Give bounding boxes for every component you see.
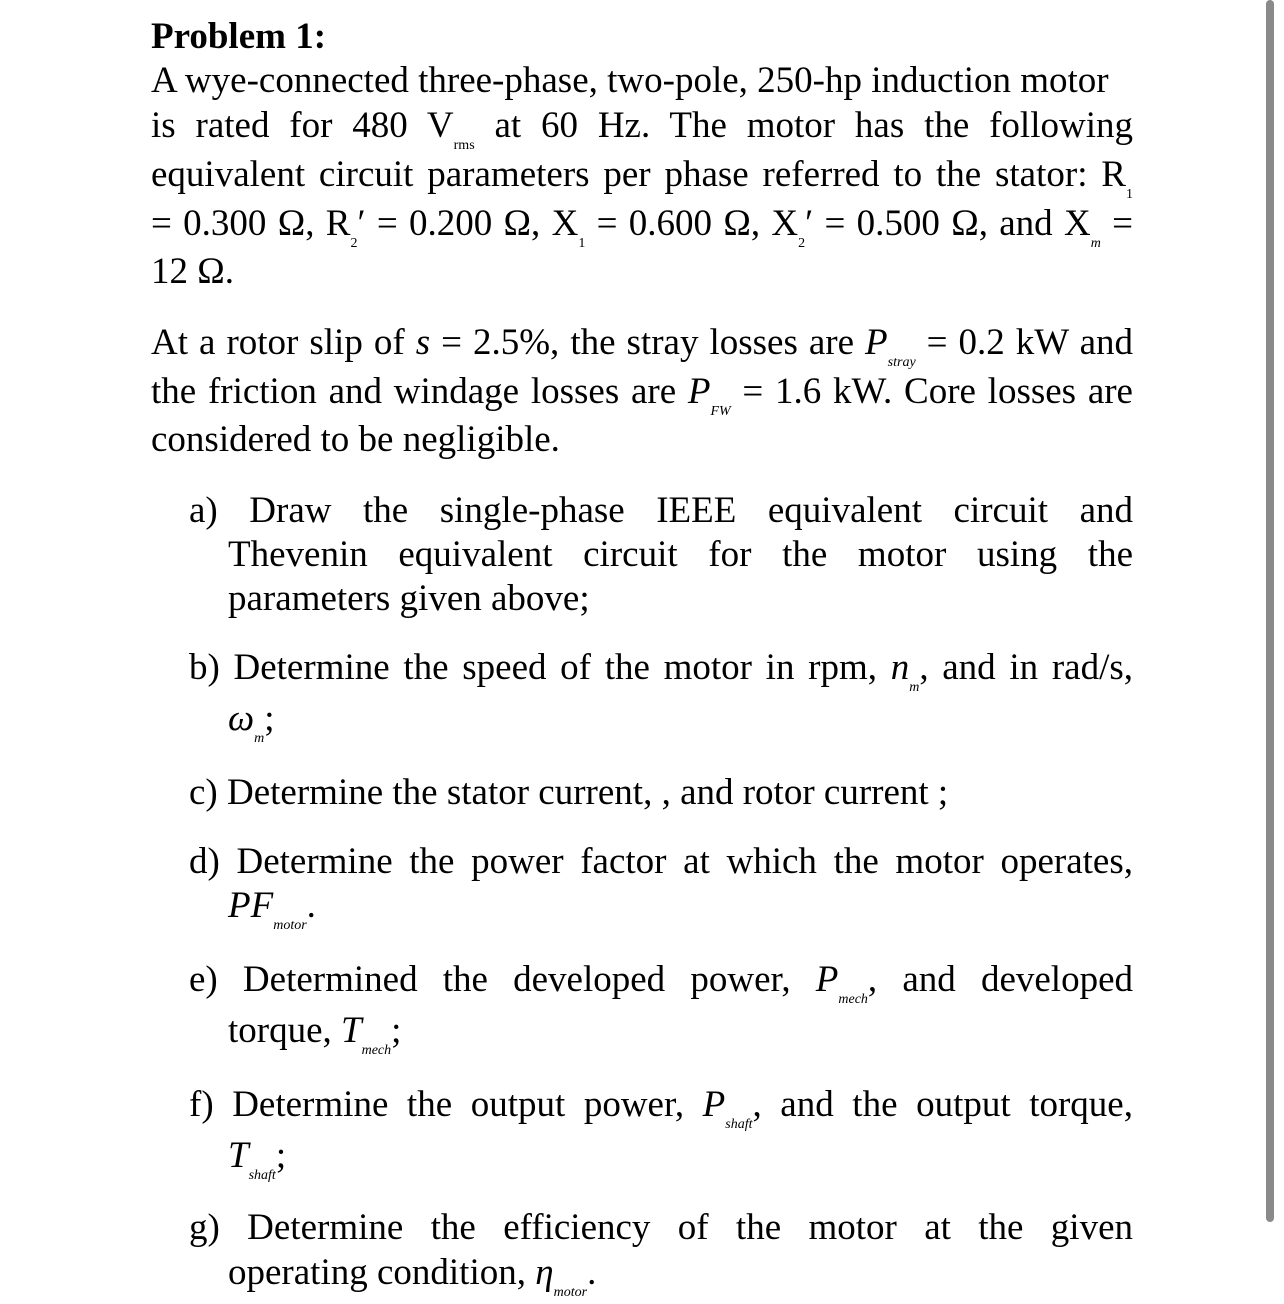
intro-line-1: A wye-connected three-phase, two-pole, 250-hp induction motor <box>151 60 1109 101</box>
para2-line-1: At a rotor slip of s = 2.5%, the stray losses are Pstray = 0.2 kW and <box>151 322 1133 370</box>
item-d-line-1: d) Determine the power factor at which the motor operates, <box>189 841 1133 882</box>
item-a-line-2: Thevenin equivalent circuit for the motor using the <box>228 534 1133 575</box>
item-a-line-3: parameters given above; <box>228 578 590 619</box>
item-d-line-2: PFmotor. <box>228 885 316 933</box>
item-e-line-1: e) Determined the developed power, Pmech, and developed <box>189 959 1133 1007</box>
item-e-line-2: torque, Tmech; <box>228 1010 402 1058</box>
item-b-line-2: ωm; <box>228 698 275 746</box>
item-f-line-1: f) Determine the output power, Pshaft, and the output torque, <box>189 1084 1133 1132</box>
item-b-line-1: b) Determine the speed of the motor in rpm, nm, and in rad/s, <box>189 647 1134 695</box>
intro-line-5: 12 Ω. <box>151 251 234 292</box>
para2-line-2: the friction and windage losses are PFW = 1.6 kW. Core losses are <box>151 371 1133 419</box>
item-a-line-1: a) Draw the single-phase IEEE equivalent circuit and <box>189 490 1133 531</box>
vertical-scrollbar[interactable] <box>1266 0 1274 1222</box>
item-g-line-2: operating condition, ηmotor. <box>228 1252 597 1300</box>
intro-line-4: = 0.300 Ω, R2′ = 0.200 Ω, X1 = 0.600 Ω, X2′ = 0.500 Ω, and Xm = <box>151 203 1134 251</box>
item-f-line-2: Tshaft; <box>228 1135 287 1183</box>
intro-line-2: is rated for 480 Vrms at 60 Hz. The motor has the following <box>151 105 1133 153</box>
para2-line-3: considered to be negligible. <box>151 419 560 460</box>
intro-line-3: equivalent circuit parameters per phase referred to the stator: R1 <box>151 154 1133 202</box>
item-g-line-1: g) Determine the efficiency of the motor at the given <box>189 1207 1133 1248</box>
item-c-line-1: c) Determine the stator current, , and rotor current ; <box>189 772 949 813</box>
problem-title: Problem 1: <box>151 16 327 57</box>
